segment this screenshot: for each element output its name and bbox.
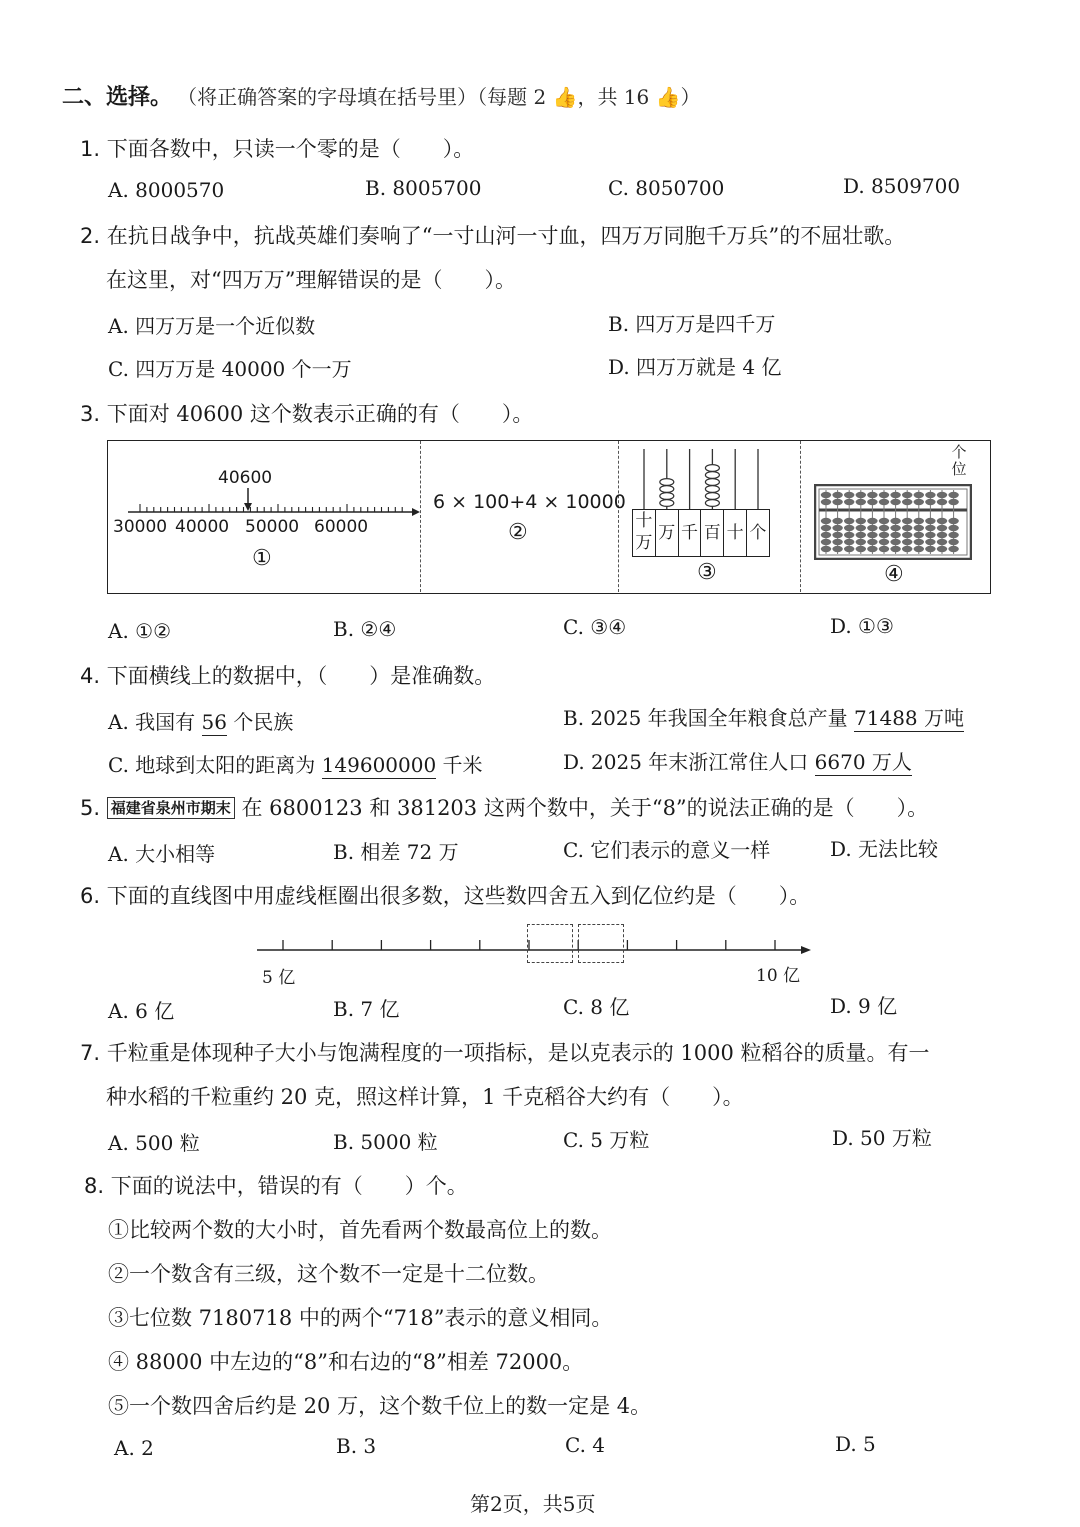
option-d[interactable]: D. 无法比较 (830, 837, 939, 861)
option-a[interactable] (108, 706, 293, 735)
abacus-bead (902, 499, 912, 505)
abacus-bead (948, 518, 958, 524)
question-number: 8. (84, 1174, 105, 1198)
option-c[interactable]: C. 四万万是 40000 个一万 (108, 357, 352, 381)
source-tag: 福建省泉州市期末 (107, 797, 235, 819)
abacus-bead (902, 532, 912, 538)
abacus-bead (925, 525, 935, 531)
counting-bead (705, 493, 719, 500)
question-stem-line1: 千粒重是体现种子大小与饱满程度的一项指标，是以克表示的 1000 粒稻谷的质量。有一 (106, 1041, 930, 1065)
option-b[interactable]: B. 5000 粒 (333, 1130, 438, 1154)
counting-bead (660, 479, 674, 486)
counting-bead (660, 493, 674, 500)
abacus-bead (890, 546, 900, 552)
panel-divider (618, 441, 619, 592)
abacus-bead (856, 546, 866, 552)
section-instruction: （将正确答案的字母填在括号里）（每题 2 👍，共 16 👍） (177, 85, 701, 109)
abacus-bead (821, 518, 831, 524)
question-stem-line2: 在这里，对“四万万”理解错误的是（ ）。 (106, 268, 516, 292)
abacus-bead (937, 546, 947, 552)
option-d[interactable]: D. 四万万就是 4 亿 (608, 355, 782, 379)
question-number: 6. (80, 884, 101, 908)
abacus-bead (925, 546, 935, 552)
numberline-arrowhead (412, 508, 420, 516)
page-number: 第2页，共5页 (470, 1492, 596, 1516)
tick-label: 60000 (314, 517, 369, 537)
expression: 6 × 100+4 × 10000 (433, 491, 626, 513)
abacus-bead (937, 525, 947, 531)
counting-bead (705, 472, 719, 479)
numberline-ticks (140, 504, 402, 512)
abacus-ones-label: 个位 (951, 443, 967, 478)
panel-tag-4: ④ (884, 562, 904, 587)
tick-label: 30000 (113, 517, 168, 537)
question-1 (80, 133, 474, 163)
abacus-bead (867, 532, 877, 538)
option-a[interactable]: A. 8000570 (108, 178, 225, 202)
option-c[interactable]: C. 它们表示的意义一样 (563, 838, 771, 862)
abacus-bead (856, 525, 866, 531)
panel-tag-3: ③ (697, 560, 717, 585)
counting-bead (660, 486, 674, 493)
abacus-bead (902, 525, 912, 531)
option-c[interactable]: C. 8050700 (608, 176, 725, 200)
question-6 (80, 880, 810, 910)
abacus-bead (832, 499, 842, 505)
question-stem: 下面横线上的数据中，（ ）是准确数。 (106, 664, 496, 688)
abacus-bead (948, 492, 958, 498)
numberline-arrowhead (801, 946, 811, 954)
abacus-bead (925, 499, 935, 505)
counting-bead (705, 500, 719, 507)
question-stem: 在 6800123 和 381203 这两个数中，关于“8”的说法正确的是（ ）。 (241, 796, 929, 820)
question-3 (80, 398, 533, 428)
question-stem: 下面对 40600 这个数表示正确的有（ ）。 (106, 402, 534, 426)
abacus-bead (844, 518, 854, 524)
option-a[interactable]: A. 大小相等 (108, 842, 216, 866)
option-c[interactable] (108, 749, 483, 778)
place-value-cell: 十万 (632, 509, 656, 557)
question-number: 7. (80, 1041, 101, 1065)
abacus-bead (890, 532, 900, 538)
abacus-bead (832, 525, 842, 531)
question-8 (84, 1170, 468, 1200)
option-b[interactable]: B. 四万万是四千万 (608, 312, 776, 336)
abacus-bead (925, 492, 935, 498)
abacus-bead (821, 532, 831, 538)
counting-bead (705, 486, 719, 493)
abacus-bead (890, 499, 900, 505)
question-number: 2. (80, 224, 101, 248)
abacus-bead (856, 532, 866, 538)
option-d[interactable]: D. 50 万粒 (832, 1126, 932, 1150)
tick-label: 40000 (175, 517, 230, 537)
option-c[interactable]: C. ③④ (563, 615, 627, 639)
abacus-bead (879, 525, 889, 531)
question-7 (80, 1037, 930, 1067)
abacus-bead (867, 492, 877, 498)
section-header (62, 80, 701, 111)
option-text: 个民族 (226, 710, 294, 734)
option-d[interactable]: D. 5 (835, 1432, 876, 1456)
option-b[interactable]: B. 3 (336, 1434, 377, 1458)
abacus-bead (844, 525, 854, 531)
question-stem: 下面的说法中，错误的有（ ）个。 (110, 1174, 468, 1198)
abacus-bead (879, 539, 889, 545)
abacus-bead (890, 518, 900, 524)
abacus-bead (821, 492, 831, 498)
abacus-bead (832, 539, 842, 545)
section-title: 二、选择。 (62, 85, 173, 110)
abacus-bead (937, 492, 947, 498)
abacus-bead (890, 539, 900, 545)
question-number: 4. (80, 664, 101, 688)
panel-tag-2: ② (508, 520, 528, 545)
abacus-bead (867, 546, 877, 552)
numberline-right-label: 10 亿 (756, 966, 801, 986)
question-stem: 下面各数中，只读一个零的是（ ）。 (106, 137, 475, 161)
question-number: 3. (80, 402, 101, 426)
panel-tag-1: ① (252, 546, 272, 571)
option-d[interactable]: D. 8509700 (843, 174, 961, 198)
question-2 (80, 220, 905, 250)
abacus-bead (879, 499, 889, 505)
abacus-bead (914, 539, 924, 545)
abacus-bead (914, 546, 924, 552)
abacus-bead (821, 539, 831, 545)
abacus-bead (879, 532, 889, 538)
abacus-bead (948, 539, 958, 545)
abacus-bead (844, 532, 854, 538)
counting-bead (705, 479, 719, 486)
abacus-bead (856, 518, 866, 524)
underlined-value: 71488 万吨 (854, 706, 965, 730)
counting-bead (660, 500, 674, 507)
underlined-value: 56 (201, 710, 227, 734)
option-a[interactable]: A. 500 粒 (108, 1131, 200, 1155)
counting-rods (630, 445, 795, 515)
option-a[interactable]: A. 四万万是一个近似数 (108, 314, 316, 338)
question-number: 1. (80, 137, 101, 161)
abacus-bead (948, 525, 958, 531)
counting-bead (705, 465, 719, 472)
abacus-bead (914, 492, 924, 498)
option-b[interactable] (563, 702, 964, 731)
option-d[interactable]: D. 9 亿 (830, 994, 898, 1018)
abacus-bead (914, 525, 924, 531)
panel-divider (420, 441, 421, 592)
abacus-bead (937, 539, 947, 545)
abacus-bead (832, 532, 842, 538)
abacus-bead (914, 518, 924, 524)
abacus-bead (890, 525, 900, 531)
dashed-box (527, 924, 573, 963)
abacus-bead (937, 499, 947, 505)
abacus-bead (856, 499, 866, 505)
abacus-bead (948, 499, 958, 505)
abacus-bead (879, 546, 889, 552)
place-value-cell: 万 (655, 509, 679, 557)
option-b[interactable]: B. 7 亿 (333, 997, 400, 1021)
abacus-bead (948, 532, 958, 538)
statement-1: ①比较两个数的大小时，首先看两个数最高位上的数。 (108, 1218, 612, 1242)
abacus-bead (902, 492, 912, 498)
question-stem-line2: 种水稻的千粒重约 20 克，照这样计算，1 千克稻谷大约有（ ）。 (106, 1085, 744, 1109)
abacus-bead (821, 525, 831, 531)
place-value-cell: 个 (746, 509, 770, 557)
abacus-bead (937, 532, 947, 538)
abacus-bead (948, 546, 958, 552)
question-4 (80, 660, 495, 690)
abacus-bead (902, 518, 912, 524)
dashed-box (578, 924, 624, 963)
option-a[interactable]: A. 6 亿 (108, 999, 175, 1023)
option-c[interactable]: C. 5 万粒 (563, 1128, 650, 1152)
abacus-bead (879, 492, 889, 498)
abacus-bead (925, 532, 935, 538)
option-b[interactable]: B. ②④ (333, 617, 397, 641)
panel-divider (800, 441, 801, 592)
abacus-bead (856, 539, 866, 545)
place-value-cell: 千 (678, 509, 702, 557)
question-stem: 下面的直线图中用虚线框圈出很多数，这些数四舍五入到亿位约是（ ）。 (106, 884, 811, 908)
numberline-left-label: 5 亿 (262, 968, 296, 988)
abacus-bead (844, 492, 854, 498)
statement-3: ③七位数 7180718 中的两个“718”表示的意义相同。 (108, 1306, 613, 1330)
option-d[interactable]: D. ①③ (830, 614, 894, 638)
option-a[interactable]: A. ①② (108, 619, 172, 643)
option-c[interactable]: C. 8 亿 (563, 995, 630, 1019)
abacus-bead (832, 518, 842, 524)
question-5 (80, 792, 928, 822)
question-number: 5. (80, 796, 101, 820)
place-value-cell: 百 (700, 509, 724, 557)
option-b[interactable]: B. 相差 72 万 (333, 840, 459, 864)
abacus-bead (879, 518, 889, 524)
abacus-bead (937, 518, 947, 524)
numberline-value-label: 40600 (218, 468, 273, 488)
abacus-bead (832, 492, 842, 498)
statement-2: ②一个数含有三级，这个数不一定是十二位数。 (108, 1262, 549, 1286)
option-text: C. 地球到太阳的距离为 (108, 753, 322, 777)
abacus-bead (856, 492, 866, 498)
option-c[interactable]: C. 4 (565, 1433, 606, 1457)
abacus-bead (821, 499, 831, 505)
underlined-value: 6670 万人 (814, 750, 912, 774)
abacus-bead (867, 539, 877, 545)
option-text: A. 我国有 (108, 710, 202, 734)
abacus-bead (844, 539, 854, 545)
option-d[interactable] (563, 746, 912, 775)
abacus-bead (867, 499, 877, 505)
option-text: B. 2025 年我国全年粮食总产量 (563, 706, 855, 730)
place-value-cell: 十 (723, 509, 747, 557)
abacus-bead (914, 532, 924, 538)
abacus (814, 484, 972, 560)
underlined-value: 149600000 (321, 753, 437, 777)
statement-5: ⑤一个数四舍后约是 20 万，这个数千位上的数一定是 4。 (108, 1394, 652, 1418)
abacus-bead (902, 546, 912, 552)
abacus-bead (821, 546, 831, 552)
abacus-bead (844, 546, 854, 552)
abacus-bead (914, 499, 924, 505)
abacus-bead (902, 539, 912, 545)
option-b[interactable]: B. 8005700 (365, 176, 482, 200)
abacus-bead (925, 518, 935, 524)
tick-label: 50000 (245, 517, 300, 537)
abacus-bead (844, 499, 854, 505)
option-text: D. 2025 年末浙江常住人口 (563, 750, 815, 774)
abacus-bead (867, 518, 877, 524)
abacus-bead (890, 492, 900, 498)
option-text: 千米 (436, 753, 483, 777)
abacus-bead (867, 525, 877, 531)
option-a[interactable]: A. 2 (114, 1436, 154, 1460)
abacus-bead (925, 539, 935, 545)
abacus-bead (832, 546, 842, 552)
question-stem-line1: 在抗日战争中，抗战英雄们奏响了“一寸山河一寸血，四万万同胞千万兵”的不屈壮歌。 (106, 224, 906, 248)
statement-4: ④ 88000 中左边的“8”和右边的“8”相差 72000。 (108, 1350, 584, 1374)
